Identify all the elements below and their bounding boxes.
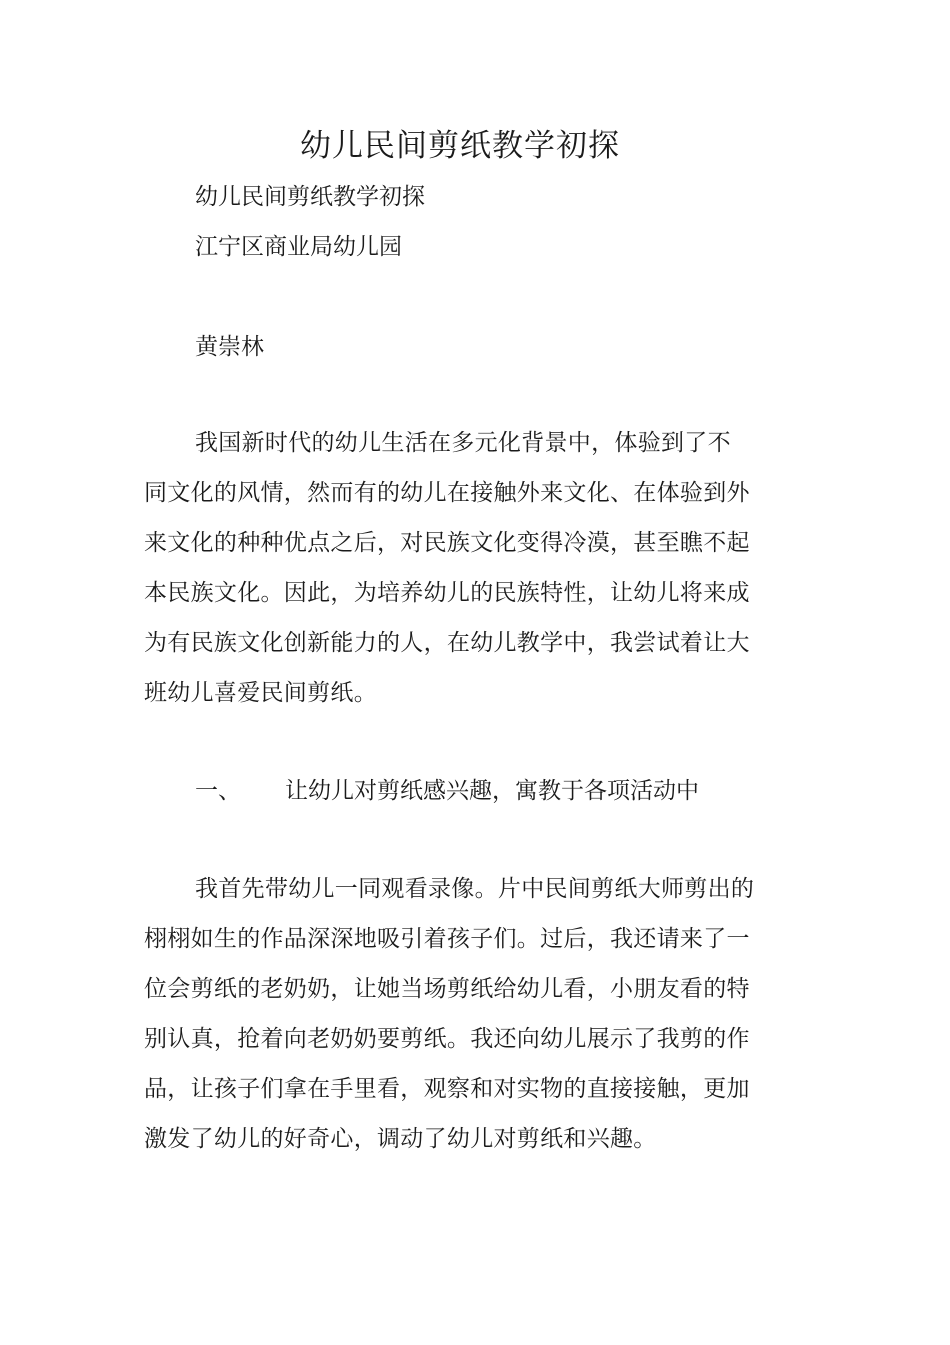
document-subtitle: 幼儿民间剪纸教学初探 bbox=[195, 184, 425, 210]
section-title: 让幼儿对剪纸感兴趣，寓教于各项活动中 bbox=[285, 778, 699, 804]
paragraph-line: 位会剪纸的老奶奶，让她当场剪纸给幼儿看，小朋友看的特 bbox=[144, 976, 750, 1002]
paragraph-line: 本民族文化。因此，为培养幼儿的民族特性，让幼儿将来成 bbox=[144, 580, 750, 606]
section-heading bbox=[195, 772, 699, 805]
intro-paragraph bbox=[144, 418, 750, 718]
section-number: 一、 bbox=[195, 778, 241, 804]
document-title: 幼儿民间剪纸教学初探 bbox=[300, 128, 620, 164]
paragraph-line: 别认真，抢着向老奶奶要剪纸。我还向幼儿展示了我剪的作 bbox=[144, 1026, 750, 1052]
paragraph-line: 我国新时代的幼儿生活在多元化背景中，体验到了不 bbox=[195, 430, 731, 456]
paragraph-line: 品，让孩子们拿在手里看，观察和对实物的直接接触，更加 bbox=[144, 1076, 750, 1102]
section-paragraph bbox=[144, 864, 755, 1164]
organization-name: 江宁区商业局幼儿园 bbox=[195, 234, 402, 260]
paragraph-line: 同文化的风情，然而有的幼儿在接触外来文化、在体验到外 bbox=[144, 480, 750, 506]
paragraph-line: 栩栩如生的作品深深地吸引着孩子们。过后，我还请来了一 bbox=[144, 926, 750, 952]
paragraph-line: 来文化的种种优点之后，对民族文化变得冷漠，甚至瞧不起 bbox=[144, 530, 750, 556]
paragraph-line: 班幼儿喜爱民间剪纸。 bbox=[144, 680, 377, 706]
paragraph-line: 我首先带幼儿一同观看录像。片中民间剪纸大师剪出的 bbox=[195, 876, 755, 902]
paragraph-line: 为有民族文化创新能力的人，在幼儿教学中，我尝试着让大 bbox=[144, 630, 750, 656]
author-name: 黄崇林 bbox=[195, 334, 264, 360]
paragraph-line: 激发了幼儿的好奇心，调动了幼儿对剪纸和兴趣。 bbox=[144, 1126, 657, 1152]
